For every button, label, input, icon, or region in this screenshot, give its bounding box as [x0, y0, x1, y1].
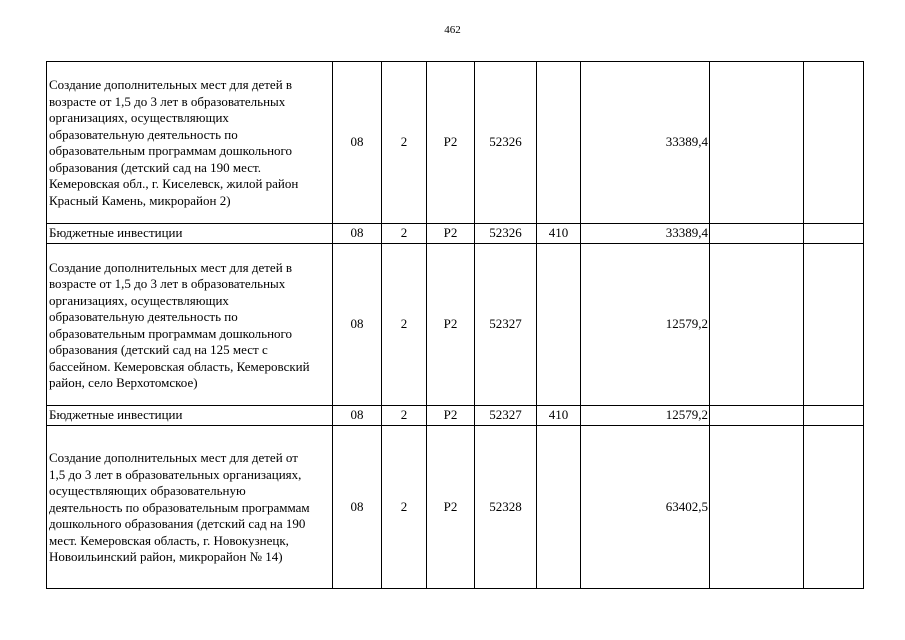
program-cell: P2 — [427, 244, 475, 406]
empty-cell — [804, 224, 864, 244]
empty-cell — [710, 426, 804, 589]
expense-type-cell — [537, 62, 581, 224]
program-cell: P2 — [427, 62, 475, 224]
program-cell: P2 — [427, 224, 475, 244]
section-cell: 08 — [333, 426, 382, 589]
empty-cell — [804, 62, 864, 224]
code-cell: 52328 — [475, 426, 537, 589]
amount-cell: 12579,2 — [581, 244, 710, 406]
expense-type-cell: 410 — [537, 406, 581, 426]
expense-type-cell: 410 — [537, 224, 581, 244]
row-name-cell: Бюджетные инвестиции — [47, 406, 333, 426]
program-cell: P2 — [427, 426, 475, 589]
empty-cell — [804, 244, 864, 406]
subsection-cell: 2 — [382, 62, 427, 224]
expense-type-cell — [537, 244, 581, 406]
table-row — [47, 426, 864, 589]
section-cell: 08 — [333, 62, 382, 224]
amount-cell: 63402,5 — [581, 426, 710, 589]
empty-cell — [710, 406, 804, 426]
page-number: 462 — [444, 24, 461, 36]
table-row — [47, 244, 864, 406]
budget-table — [46, 61, 864, 589]
empty-cell — [710, 62, 804, 224]
code-cell: 52327 — [475, 244, 537, 406]
table-row — [47, 62, 864, 224]
amount-cell: 33389,4 — [581, 224, 710, 244]
empty-cell — [710, 224, 804, 244]
empty-cell — [804, 406, 864, 426]
subsection-cell: 2 — [382, 244, 427, 406]
subsection-cell: 2 — [382, 426, 427, 589]
empty-cell — [804, 426, 864, 589]
section-cell: 08 — [333, 406, 382, 426]
amount-cell: 33389,4 — [581, 62, 710, 224]
code-cell: 52326 — [475, 62, 537, 224]
section-cell: 08 — [333, 244, 382, 406]
row-name-cell: Создание дополнительных мест для детей в возрасте от 1,5 до 3 лет в образовательных организациях, осуществляющих образовательную деятельность по образовательным программам дошкольного образования (детский сад на 190 мест. Кемеровская обл., г. Киселевск, жилой район Красный Камень, микрорайон 2) — [47, 62, 333, 224]
subsection-cell: 2 — [382, 224, 427, 244]
expense-type-cell — [537, 426, 581, 589]
subsection-cell: 2 — [382, 406, 427, 426]
section-cell: 08 — [333, 224, 382, 244]
amount-cell: 12579,2 — [581, 406, 710, 426]
code-cell: 52326 — [475, 224, 537, 244]
table-row — [47, 224, 864, 244]
program-cell: P2 — [427, 406, 475, 426]
table-row — [47, 406, 864, 426]
row-name-cell: Создание дополнительных мест для детей в возрасте от 1,5 до 3 лет в образовательных организациях, осуществляющих образовательную деятельность по образовательным программам дошкольного образования (детский сад на 125 мест с бассейном. Кемеровская область, Кемеровский район, село Верхотомское) — [47, 244, 333, 406]
code-cell: 52327 — [475, 406, 537, 426]
row-name-cell: Создание дополнительных мест для детей от 1,5 до 3 лет в образовательных организациях, осуществляющих образовательную деятельность по образовательным программам дошкольного образования (детский сад на 190 мест. Кемеровская область, г. Новокузнецк, Новоильинский район, микрорайон № 14) — [47, 426, 333, 589]
empty-cell — [710, 244, 804, 406]
row-name-cell: Бюджетные инвестиции — [47, 224, 333, 244]
